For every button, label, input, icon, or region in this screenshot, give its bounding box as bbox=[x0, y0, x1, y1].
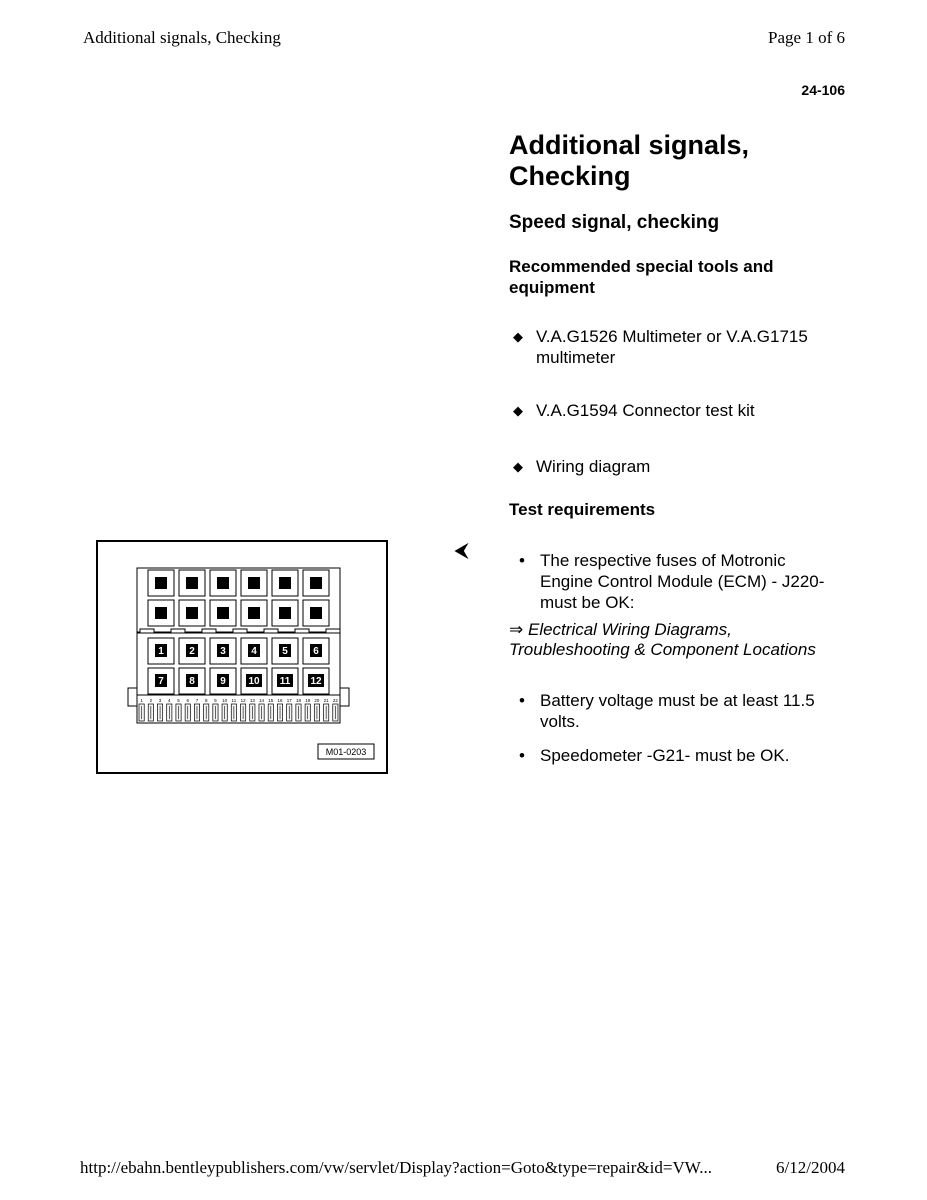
cross-reference-text[interactable]: Electrical Wiring Diagrams, Troubleshooting & Component Locations bbox=[509, 620, 816, 659]
relay-number: 7 bbox=[158, 676, 164, 687]
side-tab bbox=[340, 688, 349, 706]
bullet-icon: • bbox=[519, 691, 525, 710]
diamond-bullet-icon: ◆ bbox=[513, 459, 523, 474]
relay-contact bbox=[217, 607, 229, 619]
requirements-heading: Test requirements bbox=[509, 500, 656, 519]
figure-label: M01-0203 bbox=[325, 747, 367, 757]
tool-item bbox=[513, 456, 843, 477]
relay-contact bbox=[248, 607, 260, 619]
footer-url[interactable]: http://ebahn.bentleypublishers.com/vw/servlet/Display?action=Goto&type=repair&id=VW... bbox=[80, 1158, 712, 1177]
relay-number: 2 bbox=[189, 646, 195, 657]
fuse-number: 15 bbox=[268, 698, 274, 703]
bullet-icon: • bbox=[519, 551, 525, 570]
footer-date: 6/12/2004 bbox=[776, 1158, 845, 1177]
tool-item bbox=[513, 326, 843, 368]
relay-number: 8 bbox=[189, 676, 195, 687]
relay-contact bbox=[279, 577, 291, 589]
tool-item-text: Wiring diagram bbox=[536, 457, 651, 476]
relay-number: 5 bbox=[282, 646, 288, 657]
section-title: Speed signal, checking bbox=[509, 212, 720, 233]
requirement-item bbox=[513, 690, 843, 732]
fuse-number: 13 bbox=[249, 698, 255, 703]
requirement-text: Battery voltage must be at least 11.5 volts. bbox=[540, 691, 815, 731]
relay-upper-block bbox=[137, 568, 340, 635]
fuse-number: 19 bbox=[305, 698, 311, 703]
page-indicator: Page 1 of 6 bbox=[768, 28, 845, 47]
relay-number: 11 bbox=[279, 676, 291, 687]
fuse-number: 1 bbox=[140, 698, 143, 703]
diamond-bullet-icon: ◆ bbox=[513, 329, 523, 344]
fuse-number: 17 bbox=[286, 698, 292, 703]
fuse-number: 14 bbox=[259, 698, 265, 703]
diamond-bullet-icon: ◆ bbox=[513, 403, 523, 418]
relay-contact bbox=[155, 607, 167, 619]
relay-number: 1 bbox=[158, 646, 164, 657]
requirement-text: The respective fuses of Motronic Engine Control Module (ECM) - J220- must be OK: bbox=[540, 551, 825, 612]
fuse-number: 16 bbox=[277, 698, 283, 703]
relay-number: 12 bbox=[310, 676, 322, 687]
figure-reference-arrow-icon: ⮜ bbox=[455, 540, 468, 560]
requirement-item bbox=[513, 550, 843, 613]
relay-number: 10 bbox=[248, 676, 260, 687]
tool-item-text: V.A.G1594 Connector test kit bbox=[536, 401, 755, 420]
fuse-number: 12 bbox=[240, 698, 246, 703]
relay-contact bbox=[279, 607, 291, 619]
fuse-number: 7 bbox=[195, 698, 199, 703]
requirement-item bbox=[513, 745, 843, 766]
relay-contact bbox=[186, 607, 198, 619]
relay-number: 4 bbox=[251, 646, 257, 657]
relay-contact bbox=[217, 577, 229, 589]
side-tab bbox=[128, 688, 137, 706]
relay-number: 6 bbox=[313, 646, 319, 657]
page-title: Additional signals, Checking bbox=[509, 130, 750, 191]
relay-contact bbox=[155, 577, 167, 589]
relay-number: 9 bbox=[220, 676, 226, 687]
tool-item bbox=[513, 400, 843, 421]
fuse-number: 6 bbox=[186, 698, 190, 703]
bullet-icon: • bbox=[519, 746, 525, 765]
relay-contact bbox=[248, 577, 260, 589]
fuse-number: 21 bbox=[323, 698, 329, 703]
fuse-number: 11 bbox=[231, 698, 237, 703]
fuse-number: 8 bbox=[204, 698, 208, 703]
relay-contact bbox=[186, 577, 198, 589]
arrow-right-icon: ⇒ bbox=[509, 620, 524, 639]
fuse-number: 3 bbox=[158, 698, 162, 703]
fuse-number: 22 bbox=[332, 698, 338, 703]
fuse-number: 5 bbox=[177, 698, 180, 703]
fuse-number: 20 bbox=[314, 698, 320, 703]
relay-panel-figure bbox=[96, 540, 388, 774]
tools-heading: Recommended special tools and equipment bbox=[509, 257, 774, 297]
fuse-number: 10 bbox=[222, 698, 228, 703]
page-code: 24-106 bbox=[801, 82, 845, 98]
relay-number: 3 bbox=[220, 646, 226, 657]
tool-item-text: V.A.G1526 Multimeter or V.A.G1715 multimeter bbox=[536, 327, 808, 367]
fuse-number: 2 bbox=[149, 698, 153, 703]
header-title: Additional signals, Checking bbox=[83, 28, 281, 47]
cross-reference[interactable] bbox=[509, 620, 839, 660]
relay-contact bbox=[310, 577, 322, 589]
relay-contact bbox=[310, 607, 322, 619]
requirement-text: Speedometer -G21- must be OK. bbox=[540, 746, 790, 765]
fuse-number: 9 bbox=[214, 698, 217, 703]
fuse-strip bbox=[137, 695, 340, 723]
fuse-number: 4 bbox=[168, 698, 171, 703]
fuse-number: 18 bbox=[295, 698, 301, 703]
